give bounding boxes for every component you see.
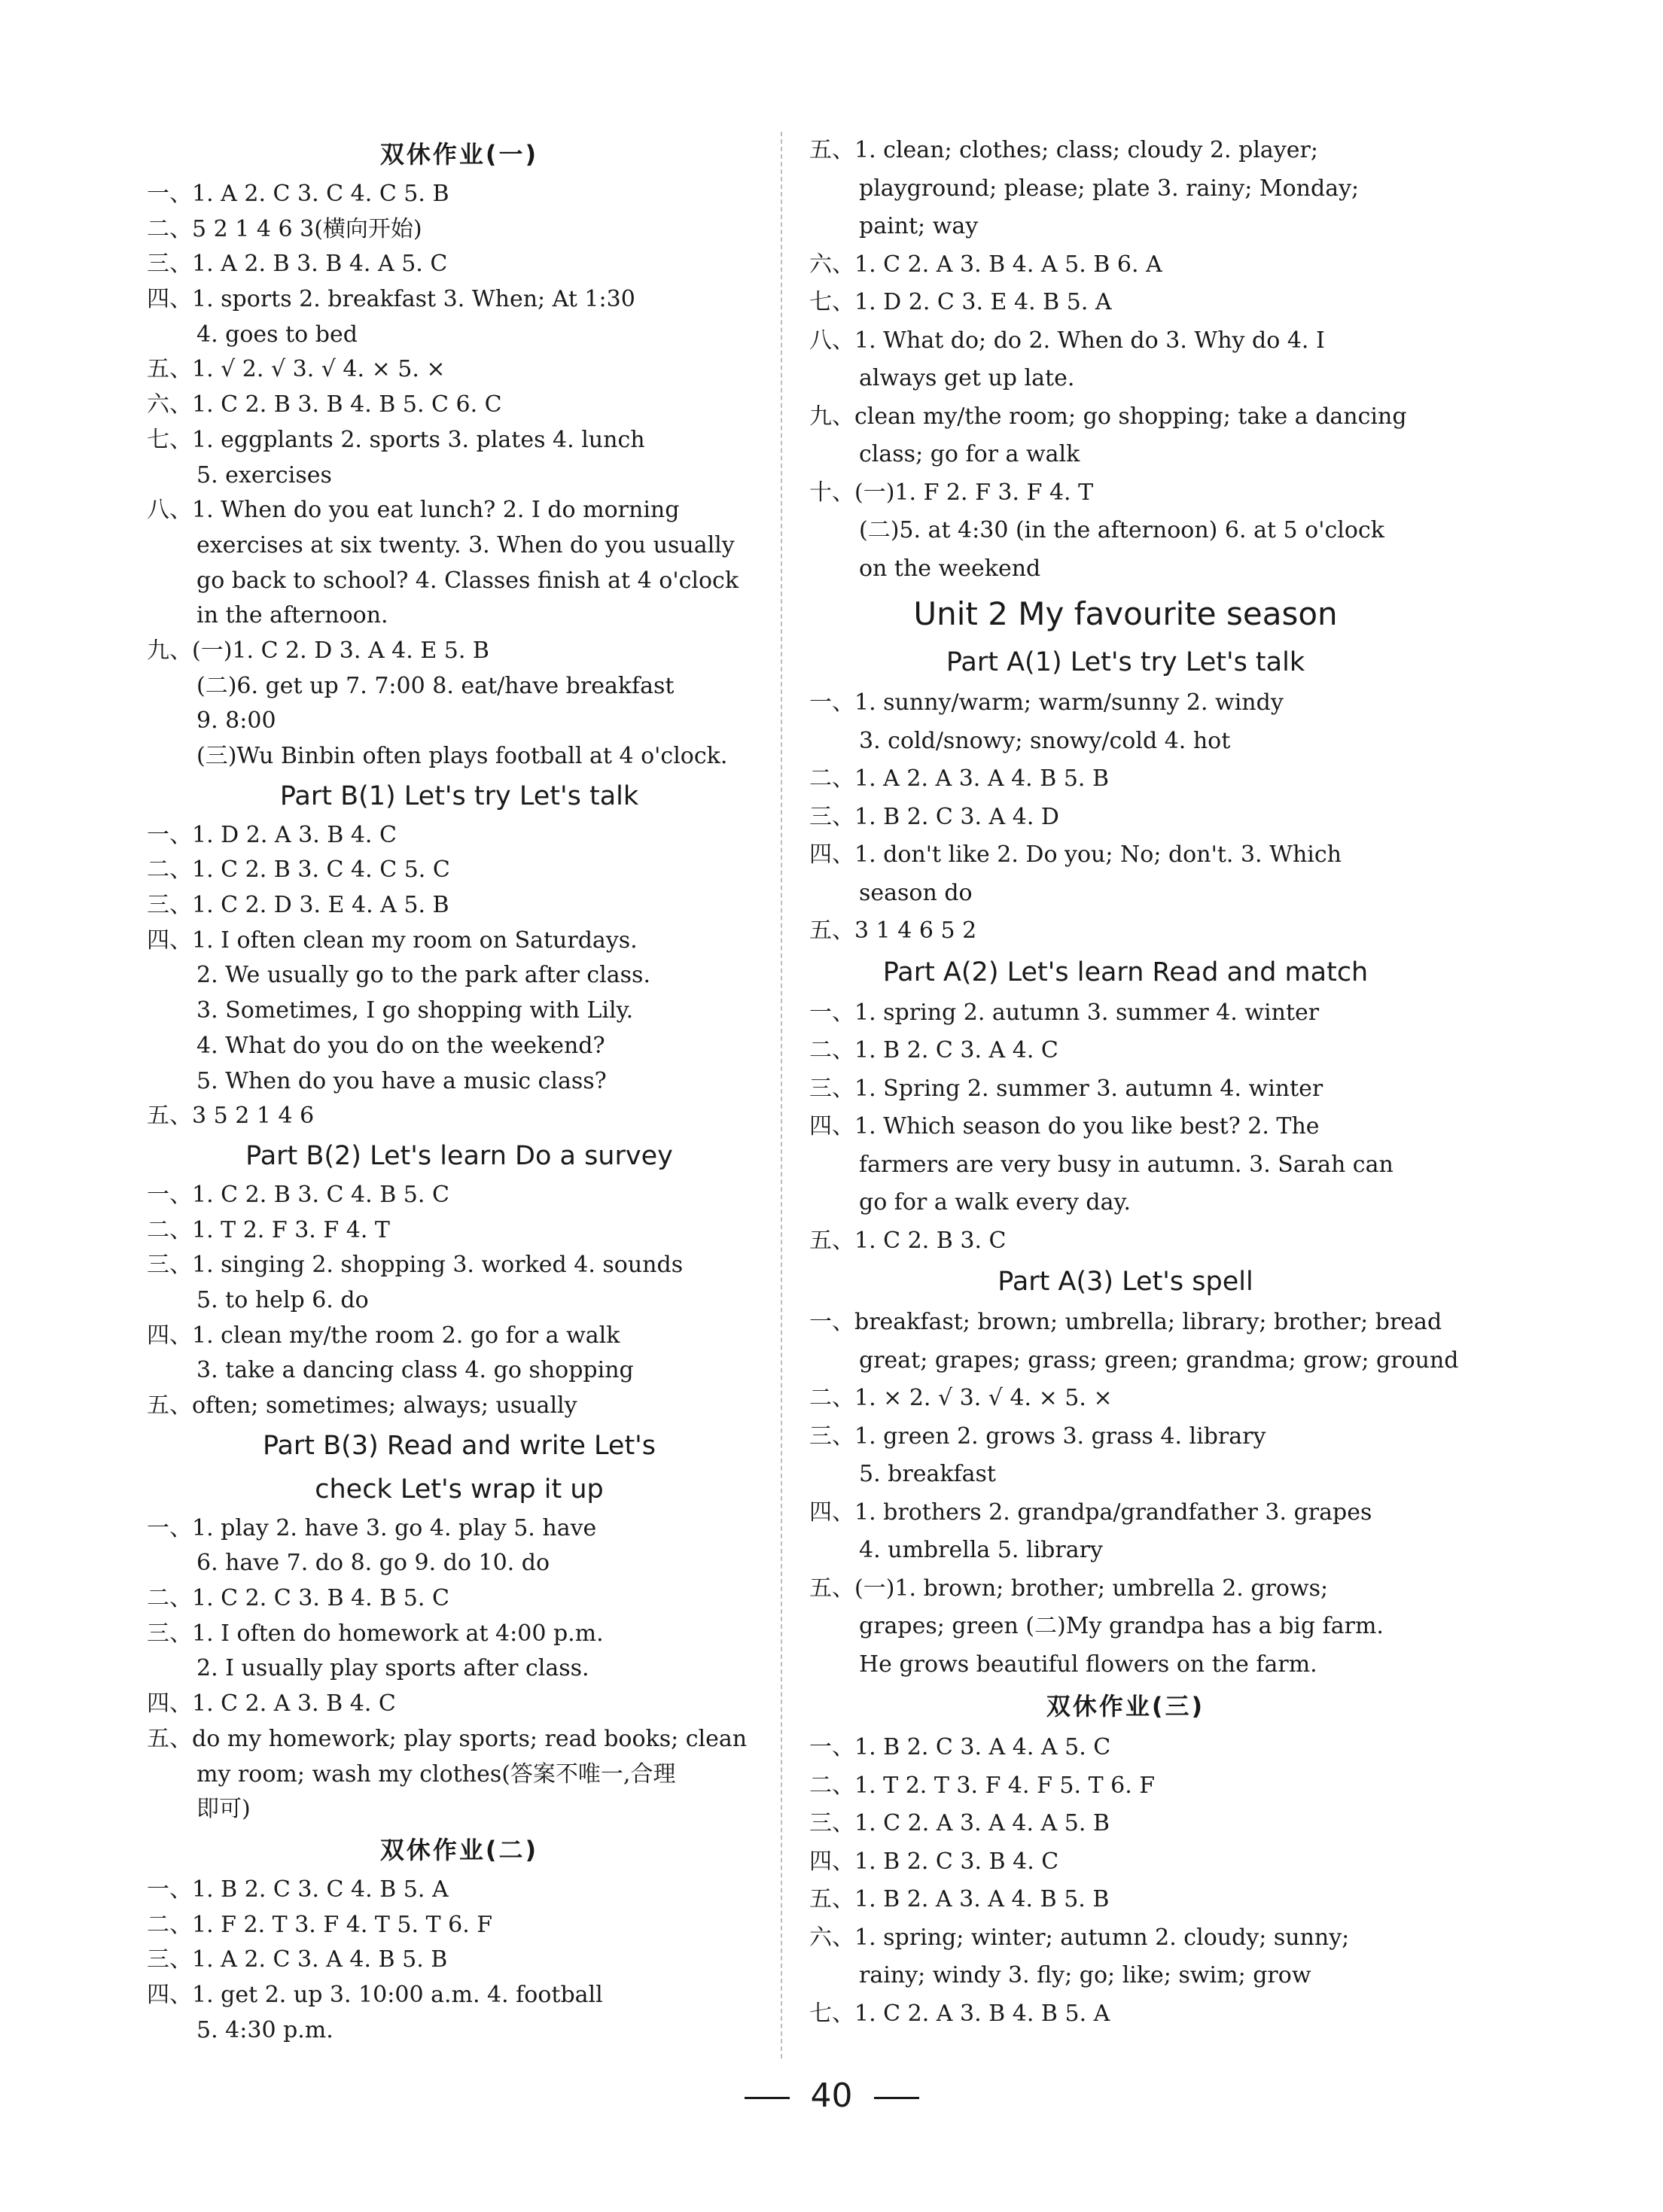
answer-line: 四、1. C 2. A 3. B 4. C: [147, 1690, 396, 1718]
section-heading: 双休作业(一): [379, 140, 539, 169]
answer-line-continued: 3. cold/snowy; snowy/cold 4. hot: [859, 727, 1231, 754]
part-heading: Part A(3) Let's spell: [997, 1267, 1253, 1297]
answer-line: 一、1. C 2. B 3. C 4. B 5. C: [147, 1181, 449, 1208]
answer-line: 四、1. sports 2. breakfast 3. When; At 1:30: [147, 286, 635, 313]
answer-line: 六、1. C 2. A 3. B 4. A 5. B 6. A: [809, 251, 1162, 278]
answer-line: 四、1. B 2. C 3. B 4. C: [809, 1848, 1059, 1875]
answer-line: 二、1. × 2. √ 3. √ 4. × 5. ×: [809, 1385, 1113, 1411]
answer-line: 四、1. I often clean my room on Saturdays.: [147, 926, 638, 954]
section-heading: 双休作业(二): [379, 1835, 539, 1864]
answer-line: 三、1. C 2. A 3. A 4. A 5. B: [809, 1810, 1110, 1836]
answer-column-right: [809, 132, 1459, 2033]
answer-line-continued: 6. have 7. do 8. go 9. do 10. do: [196, 1550, 550, 1577]
answer-line: 三、1. C 2. D 3. E 4. A 5. B: [147, 892, 449, 919]
answer-line: 一、1. sunny/warm; warm/sunny 2. windy: [809, 689, 1284, 716]
answer-line-continued: 5. 4:30 p.m.: [196, 2016, 334, 2043]
answer-line: 九、clean my/the room; go shopping; take a dancing: [809, 403, 1407, 430]
part-heading: Part B(3) Read and write Let's: [262, 1430, 656, 1461]
answer-line-continued: season do: [859, 879, 973, 906]
answer-line-continued: 2. I usually play sports after class.: [196, 1655, 589, 1682]
answer-line: 五、do my homework; play sports; read books; clean: [147, 1725, 748, 1752]
answer-line-continued: 9. 8:00: [196, 707, 276, 735]
answer-line-continued: 3. Sometimes, I go shopping with Lily.: [196, 997, 634, 1024]
answer-line: 七、1. D 2. C 3. E 4. B 5. A: [809, 289, 1112, 315]
answer-line: 八、1. What do; do 2. When do 3. Why do 4. I: [809, 327, 1325, 354]
answer-line-continued: my room; wash my clothes(答案不唯一,合理: [196, 1760, 676, 1788]
answer-line-continued: (二)5. at 4:30 (in the afternoon) 6. at 5 o'clock: [859, 517, 1384, 543]
answer-line: 三、1. A 2. C 3. A 4. B 5. B: [147, 1946, 448, 1973]
answer-line-continued: on the weekend: [859, 555, 1041, 582]
answer-line-continued: always get up late.: [859, 365, 1075, 391]
column-divider: [781, 132, 782, 2058]
part-heading: Part B(1) Let's try Let's talk: [279, 780, 639, 811]
answer-line: 四、1. don't like 2. Do you; No; don't. 3. Which: [809, 841, 1342, 868]
answer-line: 二、5 2 1 4 6 3(横向开始): [147, 215, 422, 242]
answer-line: 五、3 5 2 1 4 6: [147, 1103, 315, 1130]
answer-line: 三、1. B 2. C 3. A 4. D: [809, 803, 1059, 830]
answer-line-continued: 5. When do you have a music class?: [196, 1067, 607, 1094]
answer-line-continued: 4. What do you do on the weekend?: [196, 1032, 605, 1059]
unit-heading: Unit 2 My favourite season: [913, 595, 1338, 632]
answer-line: 四、1. Which season do you like best? 2. The: [809, 1113, 1320, 1139]
answer-line: 二、1. C 2. B 3. C 4. C 5. C: [147, 857, 450, 884]
answer-line: 五、1. B 2. A 3. A 4. B 5. B: [809, 1886, 1110, 1912]
answer-line: 三、1. green 2. grows 3. grass 4. library: [809, 1422, 1266, 1450]
answer-line: 四、1. clean my/the room 2. go for a walk: [147, 1322, 620, 1349]
answer-line: 五、1. √ 2. √ 3. √ 4. × 5. ×: [147, 356, 446, 383]
answer-column-left: [147, 132, 772, 2048]
answer-line: 三、1. singing 2. shopping 3. worked 4. sounds: [147, 1252, 684, 1279]
answer-line: 六、1. spring; winter; autumn 2. cloudy; sunny;: [809, 1924, 1350, 1951]
part-heading: Part A(1) Let's try Let's talk: [946, 647, 1305, 677]
answer-line-continued: class; go for a walk: [859, 441, 1080, 467]
answer-line-continued: in the afternoon.: [196, 602, 388, 629]
answer-line-continued: go for a walk every day.: [859, 1189, 1132, 1216]
section-heading: 双休作业(三): [1046, 1692, 1205, 1721]
answer-line: 三、1. Spring 2. summer 3. autumn 4. winter: [809, 1075, 1323, 1102]
answer-line-continued: great; grapes; grass; green; grandma; grow; ground: [859, 1346, 1459, 1374]
answer-line: 四、1. get 2. up 3. 10:00 a.m. 4. football: [147, 1981, 603, 2008]
answer-line: 九、(一)1. C 2. D 3. A 4. E 5. B: [147, 637, 489, 664]
answer-line-continued: 3. take a dancing class 4. go shopping: [196, 1357, 634, 1384]
page-number-value: 40: [810, 2077, 853, 2115]
answer-line: 三、1. I often do homework at 4:00 p.m.: [147, 1620, 604, 1647]
answer-line: 一、1. B 2. C 3. A 4. A 5. C: [809, 1734, 1111, 1760]
answer-line-continued: 2. We usually go to the park after class.: [196, 962, 650, 989]
answer-line: 六、1. C 2. B 3. B 4. B 5. C 6. C: [147, 391, 502, 418]
answer-line: 四、1. brothers 2. grandpa/grandfather 3. grapes: [809, 1499, 1372, 1526]
answer-line: 二、1. A 2. A 3. A 4. B 5. B: [809, 765, 1110, 792]
answer-line-continued: rainy; windy 3. fly; go; like; swim; grow: [859, 1962, 1311, 1988]
answer-line: 二、1. T 2. F 3. F 4. T: [147, 1216, 390, 1243]
answer-line-continued: paint; way: [859, 213, 979, 239]
answer-line: 五、1. C 2. B 3. C: [809, 1227, 1007, 1254]
page-number-dash-left: [745, 2097, 790, 2099]
answer-line-continued: 4. umbrella 5. library: [859, 1537, 1103, 1563]
answer-line-continued: (二)6. get up 7. 7:00 8. eat/have breakfast: [196, 672, 675, 699]
part-heading: Part A(2) Let's learn Read and match: [882, 957, 1369, 987]
answer-line: 十、(一)1. F 2. F 3. F 4. T: [809, 479, 1094, 506]
answer-line: 七、1. eggplants 2. sports 3. plates 4. lunch: [147, 426, 645, 453]
answer-line: 二、1. F 2. T 3. F 4. T 5. T 6. F: [147, 1911, 493, 1938]
part-heading: Part B(2) Let's learn Do a survey: [245, 1140, 673, 1171]
answer-line: 五、often; sometimes; always; usually: [147, 1392, 577, 1419]
part-heading: check Let's wrap it up: [315, 1474, 604, 1505]
answer-line: 一、1. A 2. C 3. C 4. C 5. B: [147, 181, 449, 207]
answer-line: 二、1. C 2. C 3. B 4. B 5. C: [147, 1585, 449, 1612]
answer-line: 三、1. A 2. B 3. B 4. A 5. C: [147, 251, 448, 278]
answer-line: 一、1. B 2. C 3. C 4. B 5. A: [147, 1876, 449, 1903]
page-number-dash-right: [874, 2097, 919, 2099]
answer-line-continued: farmers are very busy in autumn. 3. Sarah can: [859, 1151, 1393, 1178]
answer-line-continued: go back to school? 4. Classes finish at 4 o'clock: [196, 567, 739, 594]
answer-line: 一、1. play 2. have 3. go 4. play 5. have: [147, 1514, 597, 1541]
answer-line-continued: 4. goes to bed: [196, 321, 358, 348]
answer-line: 二、1. T 2. T 3. F 4. F 5. T 6. F: [809, 1772, 1156, 1799]
answer-line: 二、1. B 2. C 3. A 4. C: [809, 1037, 1058, 1063]
answer-line: 八、1. When do you eat lunch? 2. I do morning: [147, 497, 680, 524]
answer-line: 五、(一)1. brown; brother; umbrella 2. grows;: [809, 1575, 1329, 1602]
answer-line-continued: 5. to help 6. do: [196, 1286, 369, 1313]
answer-line-continued: exercises at six twenty. 3. When do you usually: [196, 531, 735, 558]
answer-line-continued: 5. exercises: [196, 461, 332, 488]
page-number: [0, 2074, 1663, 2119]
answer-line: 七、1. C 2. A 3. B 4. B 5. A: [809, 2000, 1110, 2027]
answer-line: 一、1. spring 2. autumn 3. summer 4. winter: [809, 999, 1320, 1026]
answer-line: 五、3 1 4 6 5 2: [809, 917, 977, 944]
answer-line: 一、breakfast; brown; umbrella; library; brother; bread: [809, 1309, 1442, 1335]
answer-line-continued: 5. breakfast: [859, 1461, 996, 1487]
answer-line-continued: grapes; green (二)My grandpa has a big farm.: [859, 1613, 1384, 1639]
answer-line-continued: 即可): [196, 1796, 251, 1823]
answer-line: 五、1. clean; clothes; class; cloudy 2. player;: [809, 137, 1318, 163]
answer-line-continued: playground; please; plate 3. rainy; Monday;: [859, 175, 1360, 202]
answer-line-continued: He grows beautiful flowers on the farm.: [859, 1651, 1317, 1678]
answer-line-continued: (三)Wu Binbin often plays football at 4 o'clock.: [196, 743, 728, 769]
answer-line: 一、1. D 2. A 3. B 4. C: [147, 821, 397, 848]
